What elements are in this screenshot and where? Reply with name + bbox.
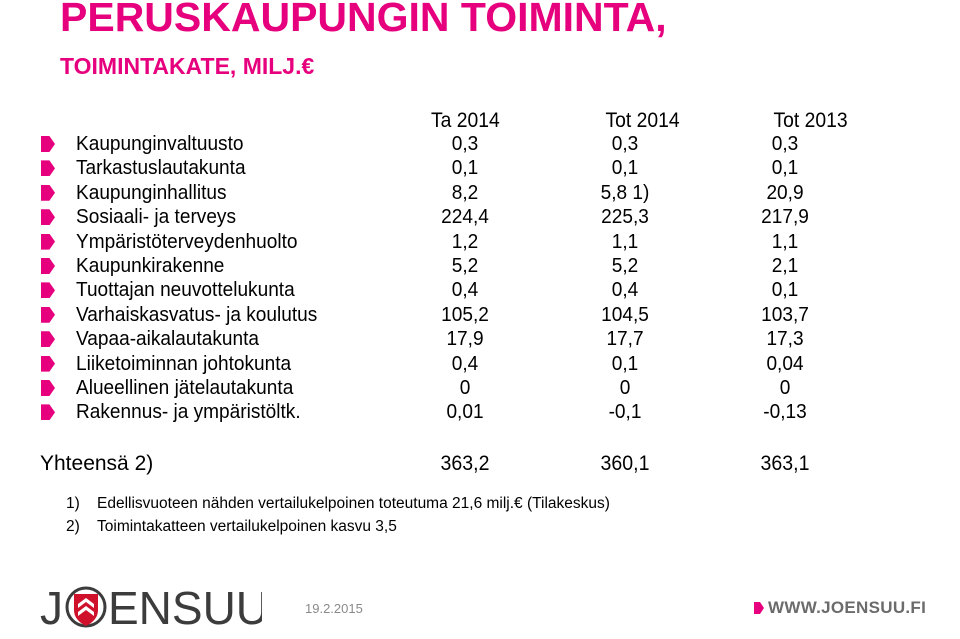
column-header-tot2014: Tot 2014 [605,109,680,132]
row-label: Kaupunginvaltuusto [76,132,244,155]
table-row [0,352,960,376]
footer-date: 19.2.2015 [305,601,363,616]
table-row [0,376,960,400]
row-value: 1,1 [771,229,799,253]
row-value: 0,3 [611,132,639,155]
footnote-number: 1) [66,495,80,512]
row-label: Sosiaali- ja terveys [76,205,237,229]
row-value: 20,9 [766,180,804,204]
row-value: 5,8 1) [600,180,650,204]
row-value: 0,1 [451,156,479,180]
total-tot2013: 363,1 [760,452,810,475]
logo-wordmark: ENSUU [108,582,262,634]
column-header-tot2013: Tot 2013 [773,109,848,132]
arrow-bullet-icon [41,356,55,372]
row-label: Tarkastuslautakunta [76,156,246,180]
arrow-bullet-icon [41,258,55,274]
row-value: 0,3 [771,132,799,155]
row-value: 0,1 [611,156,639,180]
arrow-bullet-icon [41,307,55,323]
row-label: Rakennus- ja ympäristöltk. [76,400,301,424]
row-value: 17,7 [606,327,644,351]
row-value: 0 [619,376,631,399]
row-value: 1,2 [451,229,479,253]
row-value: 0,1 [771,278,799,302]
table-row [0,181,960,205]
table-row [0,205,960,229]
row-value: 0,3 [451,132,479,155]
arrow-bullet-icon [41,136,55,152]
row-value: 0,1 [611,351,639,375]
row-label: Kaupunginhallitus [76,180,227,204]
row-value: 0 [779,376,791,399]
arrow-bullet-icon [41,209,55,225]
row-label: Vapaa-aikalautakunta [76,327,260,351]
total-tot2014: 360,1 [600,452,650,475]
table-row [0,303,960,327]
arrow-bullet-icon [41,404,55,420]
website-link[interactable] [754,598,926,618]
row-value: 0,04 [766,351,804,375]
footnote-text: Toimintakatteen vertailukelpoinen kasvu 3,5 [97,518,397,535]
total-row [0,452,960,478]
row-value: 5,2 [451,254,479,277]
table-row [0,132,960,156]
column-header-ta2014: Ta 2014 [431,109,500,132]
row-value: -0,13 [763,400,807,424]
table-row [0,278,960,302]
row-label: Kaupunkirakenne [76,254,225,277]
row-value: 0,01 [446,400,484,424]
arrow-bullet-icon [41,160,55,176]
arrow-bullet-icon [41,331,55,347]
joensuu-logo [40,574,262,634]
row-value: 0,4 [451,278,479,302]
row-value: 17,3 [766,327,804,351]
row-value: 0,1 [771,156,799,180]
row-value: 17,9 [446,327,484,351]
total-ta2014: 363,2 [440,452,490,475]
row-value: 217,9 [761,205,809,229]
arrow-bullet-icon [41,185,55,201]
row-label: Liiketoiminnan johtokunta [76,351,292,375]
row-value: 1,1 [611,229,639,253]
total-label: Yhteensä 2) [40,452,154,475]
row-value: 0,4 [611,278,639,302]
page-subtitle: TOIMINTAKATE, MILJ.€ [60,53,315,79]
row-value: 103,7 [761,302,809,326]
row-label: Tuottajan neuvottelukunta [76,278,295,302]
arrow-bullet-icon [41,234,55,250]
row-label: Alueellinen jätelautakunta [76,376,294,399]
table-row [0,254,960,278]
row-value: 0,4 [451,351,479,375]
row-label: Ympäristöterveydenhuolto [76,229,298,253]
footnote-text: Edellisvuoteen nähden vertailukelpoinen toteutuma 21,6 milj.€ (Tilakeskus) [97,495,610,512]
footnote-number: 2) [66,518,80,535]
table-row [0,400,960,424]
table-row [0,230,960,254]
row-value: 8,2 [451,180,479,204]
row-value: -0,1 [608,400,642,424]
row-value: 5,2 [611,254,639,277]
table-row [0,156,960,180]
arrow-bullet-icon [41,380,55,396]
joensuu-coat-of-arms-icon [67,588,105,626]
row-value: 0 [459,376,471,399]
row-value: 105,2 [441,302,489,326]
row-value: 2,1 [771,254,799,277]
row-value: 225,3 [601,205,649,229]
page-title: PERUSKAUPUNGIN TOIMINTA, [60,0,667,40]
arrow-bullet-icon [754,602,764,614]
row-value: 104,5 [601,302,649,326]
table-row [0,327,960,351]
website-url[interactable]: WWW.JOENSUU.FI [768,598,927,617]
arrow-bullet-icon [41,282,55,298]
logo-letter-j: J [40,582,63,634]
row-label: Varhaiskasvatus- ja koulutus [76,302,318,326]
row-value: 224,4 [441,205,489,229]
